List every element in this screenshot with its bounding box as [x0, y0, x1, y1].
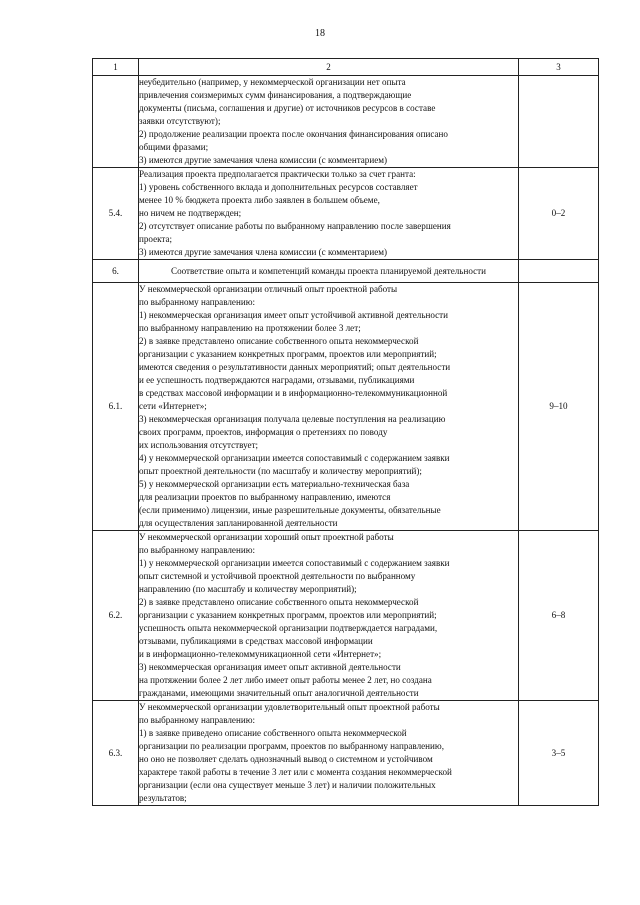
description-line: на протяжении более 2 лет либо имеет опыт работы менее 2 лет, но создана	[139, 675, 432, 685]
row-score: 6–8	[519, 531, 599, 701]
description-line: У некоммерческой организации удовлетворительный опыт проектной работы	[139, 702, 440, 712]
description-line: 1) уровень собственного вклада и дополнительных ресурсов составляет	[139, 182, 418, 192]
row-score: 0–2	[519, 168, 599, 260]
description-line: Реализация проекта предполагается практически только за счет гранта:	[139, 169, 416, 179]
description-line: организации по реализации программ, проектов по выбранному направлению,	[139, 741, 444, 751]
row-number	[93, 76, 139, 168]
header-col-2: 2	[139, 59, 519, 76]
description-line: характере такой работы в течение 3 лет или с момента создания некоммерческой	[139, 767, 452, 777]
row-description	[139, 701, 519, 806]
row-score	[519, 260, 599, 283]
description-line: 1) в заявке приведено описание собственного опыта некоммерческой	[139, 728, 407, 738]
table-row	[93, 168, 599, 260]
description-line: но ничем не подтвержден;	[139, 208, 242, 218]
description-line: по выбранному направлению на протяжении более 3 лет;	[139, 323, 361, 333]
description-line: 3) имеются другие замечания члена комиссии (с комментарием)	[139, 155, 388, 165]
description-line: для осуществления запланированной деятельности	[139, 518, 338, 528]
description-line: своих программ, проектов, информация о претензиях по поводу	[139, 427, 388, 437]
description-line: проекта;	[139, 234, 173, 244]
description-line: направлению (по масштабу и количеству мероприятий);	[139, 584, 357, 594]
header-col-3: 3	[519, 59, 599, 76]
table-row	[93, 283, 599, 531]
section-row	[93, 260, 599, 283]
description-line: 4) у некоммерческой организации имеется сопоставимый с содержанием заявки	[139, 453, 450, 463]
description-line: 1) некоммерческая организация имеет опыт устойчивой активной деятельности	[139, 310, 449, 320]
row-score	[519, 76, 599, 168]
description-line: 1) у некоммерческой организации имеется сопоставимый с содержанием заявки	[139, 558, 450, 568]
description-line: 2) в заявке представлено описание собственного опыта некоммерческой	[139, 597, 419, 607]
table-row	[93, 701, 599, 806]
description-line: У некоммерческой организации отличный опыт проектной работы	[139, 284, 398, 294]
description-line: опыт проектной деятельности (по масштабу и количеству мероприятий);	[139, 466, 422, 476]
row-score: 9–10	[519, 283, 599, 531]
table-row	[93, 531, 599, 701]
description-line: результатов;	[139, 793, 187, 803]
header-col-1: 1	[93, 59, 139, 76]
row-number: 6.1.	[93, 283, 139, 531]
description-line: 3) некоммерческая организация имеет опыт активной деятельности	[139, 662, 401, 672]
description-line: 3) имеются другие замечания члена комиссии (с комментарием)	[139, 247, 388, 257]
row-score: 3–5	[519, 701, 599, 806]
page-number: 18	[315, 28, 325, 39]
description-line: и ее успешность подтверждаются наградами, отзывами, публикациями	[139, 375, 415, 385]
description-line: сети «Интернет»;	[139, 401, 207, 411]
description-line: заявки отсутствуют);	[139, 116, 221, 126]
description-line: Соответствие опыта и компетенций команды проекта планируемой деятельности	[171, 265, 486, 276]
description-line: по выбранному направлению:	[139, 297, 256, 307]
description-line: в средствах массовой информации и в информационно-телекоммуникационной	[139, 388, 448, 398]
table-row	[93, 76, 599, 168]
description-line: по выбранному направлению:	[139, 545, 256, 555]
row-description	[139, 283, 519, 531]
description-line: 5) у некоммерческой организации есть материально-техническая база	[139, 479, 410, 489]
description-line: отзывами, публикациями в средствах массовой информации	[139, 636, 373, 646]
description-line: У некоммерческой организации хороший опыт проектной работы	[139, 532, 394, 542]
row-number: 6.3.	[93, 701, 139, 806]
row-description	[139, 168, 519, 260]
description-line: организации с указанием конкретных программ, проектов или мероприятий;	[139, 349, 437, 359]
description-line: организации (если она существует меньше 3 лет) и наличии положительных	[139, 780, 436, 790]
description-line: документы (письма, соглашения и другие) от источников ресурсов в составе	[139, 103, 436, 113]
description-line: по выбранному направлению:	[139, 715, 256, 725]
description-line: для реализации проектов по выбранному направлению, имеются	[139, 492, 391, 502]
description-line: и в информационно-телекоммуникационной сети «Интернет»;	[139, 649, 382, 659]
description-line: 2) продолжение реализации проекта после окончания финансирования описано	[139, 129, 448, 139]
description-line: имеются сведения о результативности данных мероприятий; опыт деятельности	[139, 362, 451, 372]
row-description	[139, 531, 519, 701]
row-description	[139, 76, 519, 168]
description-line: привлечения соизмеримых сумм финансирования, а подтверждающие	[139, 90, 412, 100]
description-line: но оно не позволяет сделать однозначный вывод о системном и устойчивом	[139, 754, 433, 764]
row-number: 5.4.	[93, 168, 139, 260]
table-header-row	[93, 59, 599, 76]
row-number: 6.	[93, 260, 139, 283]
description-line: успешность опыта некоммерческой организации подтверждается наградами,	[139, 623, 438, 633]
row-number: 6.2.	[93, 531, 139, 701]
description-line: неубедительно (например, у некоммерческой организации нет опыта	[139, 77, 406, 87]
row-description	[139, 260, 519, 283]
description-line: 2) в заявке представлено описание собственного опыта некоммерческой	[139, 336, 419, 346]
description-line: опыт системной и устойчивой проектной деятельности по выбранному	[139, 571, 416, 581]
description-line: гражданами, имеющими значительный опыт аналогичной деятельности	[139, 688, 419, 698]
description-line: их использования отсутствует;	[139, 440, 259, 450]
description-line: 3) некоммерческая организация получала целевые поступления на реализацию	[139, 414, 446, 424]
description-line: общими фразами;	[139, 142, 209, 152]
description-line: менее 10 % бюджета проекта либо заявлен в большем объеме,	[139, 195, 380, 205]
criteria-table	[92, 58, 599, 806]
description-line: (если применимо) лицензии, иные разрешительные документы, обязательные	[139, 505, 441, 515]
description-line: 2) отсутствует описание работы по выбранному направлению после завершения	[139, 221, 451, 231]
description-line: организации с указанием конкретных программ, проектов или мероприятий;	[139, 610, 437, 620]
